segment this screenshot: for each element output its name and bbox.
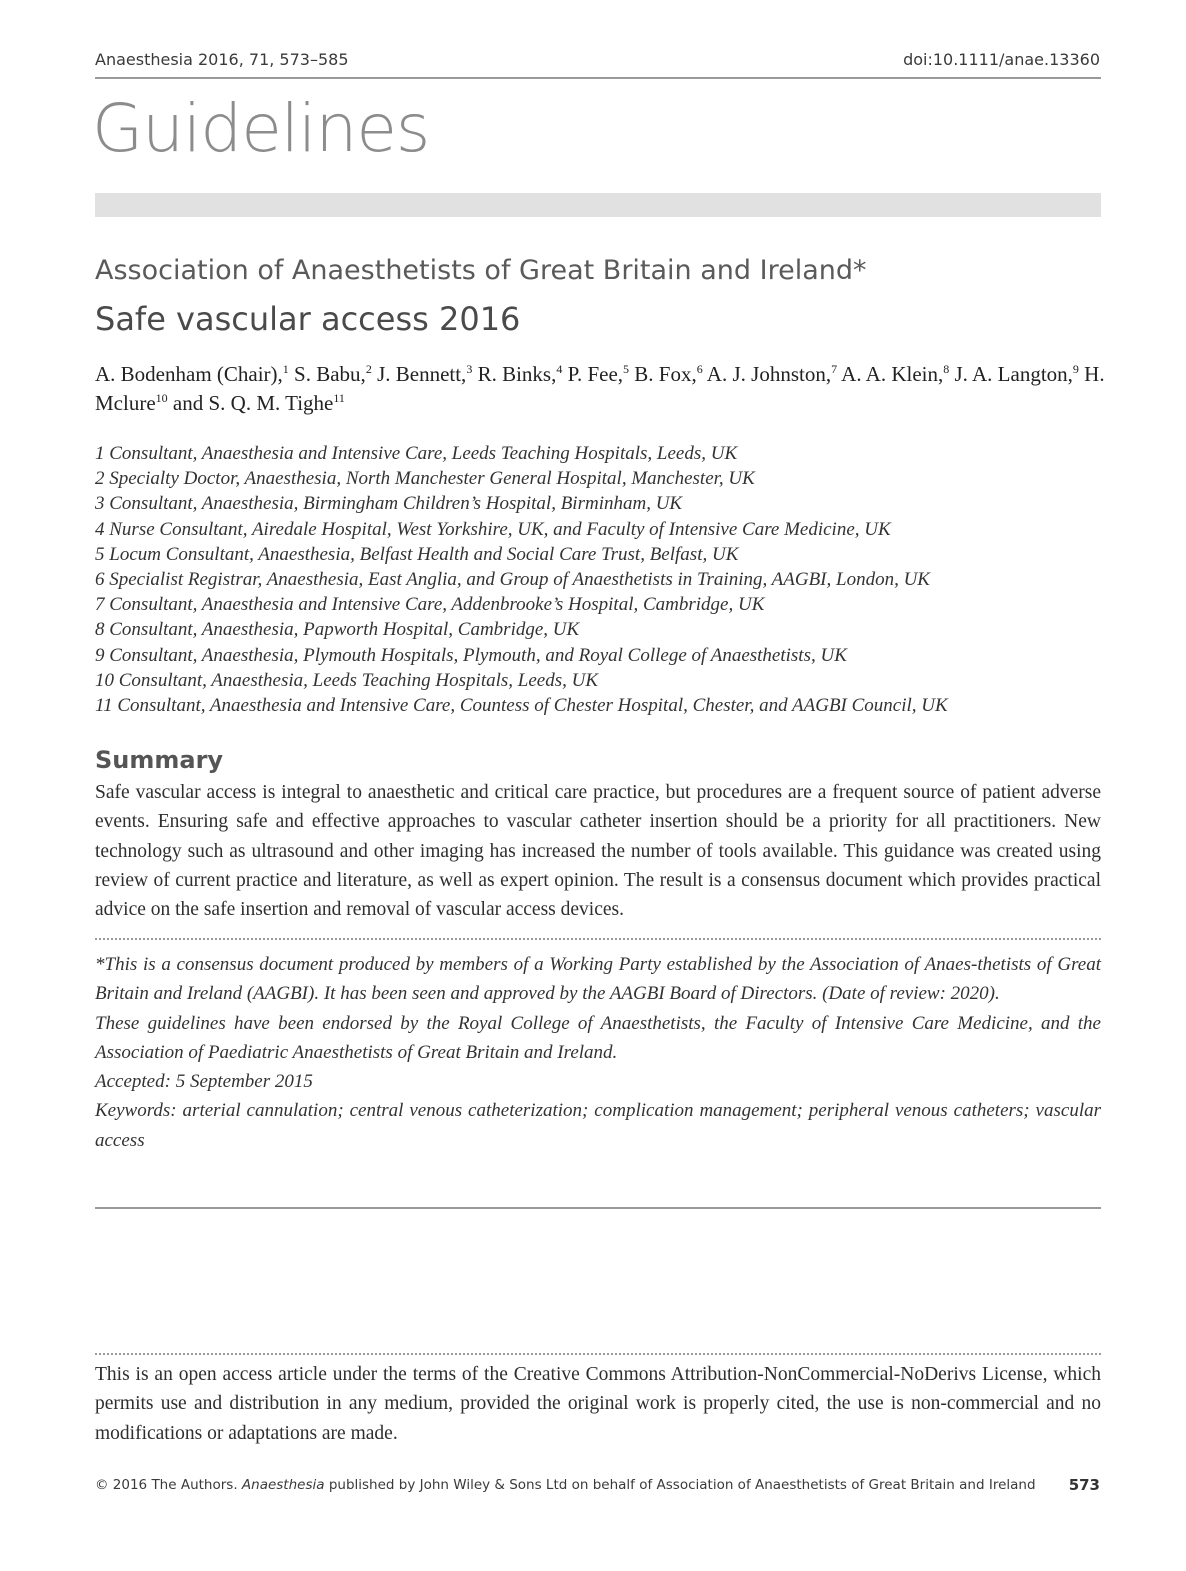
author-name: B. Fox, [629, 362, 697, 386]
author-name: R. Binks, [472, 362, 557, 386]
affiliation-marker: 2 [365, 362, 372, 376]
endorsement-note: These guidelines have been endorsed by the Royal College of Anaesthetists, the Faculty of Intensive Care Medicine, and the Association of Paediatric Anaesthetists of Great Britain and Ireland. [95, 1012, 1101, 1063]
author-name: and S. Q. M. Tighe [167, 391, 334, 415]
dotted-divider [95, 1353, 1101, 1355]
affiliation-item: 10 Consultant, Anaesthesia, Leeds Teaching Hospitals, Leeds, UK [95, 669, 598, 691]
affiliation-item: 11 Consultant, Anaesthesia and Intensive Care, Countess of Chester Hospital, Chester, and AAGBI Council, UK [95, 695, 948, 717]
author-name: S. Babu, [288, 362, 366, 386]
copyright-line [95, 1477, 1036, 1493]
page-number: 573 [1068, 1476, 1100, 1494]
affiliation-marker: 4 [556, 362, 563, 376]
author-name: P. Fee, [562, 362, 624, 386]
affiliation-marker: 3 [466, 362, 473, 376]
header-rule [95, 77, 1101, 79]
affiliation-marker: 6 [696, 362, 703, 376]
section-title: Guidelines [92, 90, 430, 167]
affiliation-marker: 1 [282, 362, 289, 376]
author-name: A. Bodenham (Chair), [95, 362, 283, 386]
affiliation-marker: 11 [333, 391, 345, 405]
copyright-prefix: © 2016 The Authors. [95, 1477, 242, 1493]
summary-text: Safe vascular access is integral to anaesthetic and critical care practice, but procedures are a frequent source of patient adverse events. Ensuring safe and effective approaches to vascular catheter insertion should be a priority for all practitioners. New technology such as ultrasound and other imaging has increased the number of tools available. This guidance was created using review of current practice and literature, as well as expert opinion. The result is a consensus document which provides practical advice on the safe insertion and removal of vascular access devices. [95, 782, 1101, 921]
accepted-date: Accepted: 5 September 2015 [95, 1071, 313, 1093]
author-name: A. A. Klein, [837, 362, 944, 386]
affiliation-marker: 5 [623, 362, 630, 376]
section-band [95, 193, 1101, 217]
author-list [95, 360, 1105, 418]
affiliation-item: 4 Nurse Consultant, Airedale Hospital, West Yorkshire, UK, and Faculty of Intensive Care Medicine, UK [95, 518, 891, 540]
affiliation-item: 2 Specialty Doctor, Anaesthesia, North Manchester General Hospital, Manchester, UK [95, 468, 755, 490]
summary-heading: Summary [95, 746, 224, 774]
affiliation-item: 6 Specialist Registrar, Anaesthesia, East Anglia, and Group of Anaesthetists in Training, AAGBI, London, UK [95, 569, 930, 591]
article-title: Safe vascular access 2016 [95, 300, 521, 338]
affiliation-marker: 8 [943, 362, 950, 376]
article-notes [95, 950, 1101, 1155]
organisation-line: Association of Anaesthetists of Great Britain and Ireland* [95, 255, 867, 286]
journal-reference: Anaesthesia 2016, 71, 573–585 [95, 50, 349, 69]
author-name: A. J. Johnston, [702, 362, 832, 386]
affiliation-item: 7 Consultant, Anaesthesia and Intensive Care, Addenbrooke’s Hospital, Cambridge, UK [95, 594, 765, 616]
author-name: H. Mclure [95, 362, 1105, 415]
affiliation-item: 8 Consultant, Anaesthesia, Papworth Hospital, Cambridge, UK [95, 619, 580, 641]
consensus-note: *This is a consensus document produced by members of a Working Party established by the Association of Anaes-thetists of Great Britain and Ireland (AAGBI). It has been seen and approved by the AAGBI Board of Directors. (Date of review: 2020). [95, 954, 1101, 1005]
affiliation-item: 9 Consultant, Anaesthesia, Plymouth Hospitals, Plymouth, and Royal College of Anaesthetists, UK [95, 644, 847, 666]
license-text: This is an open access article under the terms of the Creative Commons Attribution-NonCommercial-NoDerivs License, which permits use and distribution in any medium, provided the original work is properly cited, the use is non-commercial and no modifications or adaptations are made. [95, 1364, 1101, 1444]
copyright-suffix: published by John Wiley & Sons Ltd on behalf of Association of Anaesthetists of Great Britain and Ireland [324, 1477, 1036, 1493]
affiliation-item: 5 Locum Consultant, Anaesthesia, Belfast Health and Social Care Trust, Belfast, UK [95, 543, 739, 565]
affiliation-item: 3 Consultant, Anaesthesia, Birmingham Children’s Hospital, Birminham, UK [95, 493, 683, 515]
author-name: J. Bennett, [371, 362, 467, 386]
affiliation-marker: 10 [155, 391, 168, 405]
affiliation-item: 1 Consultant, Anaesthesia and Intensive Care, Leeds Teaching Hospitals, Leeds, UK [95, 443, 738, 464]
dotted-divider [95, 938, 1101, 940]
doi[interactable]: doi:10.1111/anae.13360 [903, 50, 1100, 69]
author-name: J. A. Langton, [949, 362, 1073, 386]
journal-name: Anaesthesia [241, 1477, 325, 1493]
keywords: Keywords: arterial cannulation; central venous catheterization; complication management; peripheral venous catheters; vascular access [95, 1100, 1101, 1151]
affiliation-marker: 9 [1072, 362, 1079, 376]
section-rule [95, 1207, 1101, 1209]
affiliation-list [95, 441, 1105, 718]
affiliation-marker: 7 [831, 362, 838, 376]
